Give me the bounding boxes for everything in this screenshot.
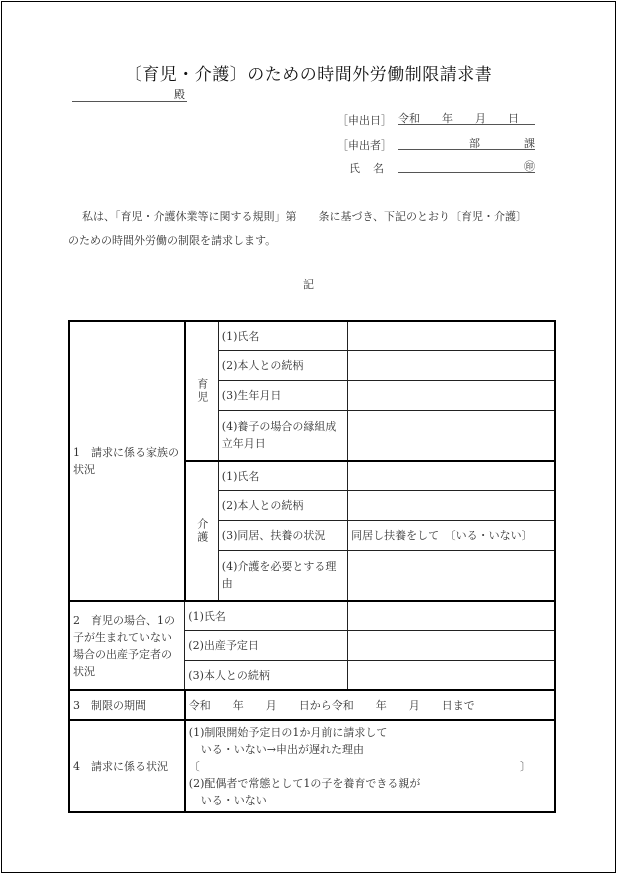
section2-name-input[interactable] [348,601,555,630]
childcare-label: 育児 [185,321,219,461]
section2-item-name: (1)氏名 [185,601,348,630]
childcare-name-input[interactable] [348,321,555,350]
nursing-relation-input[interactable] [348,490,555,520]
nursing-item-name: (1)氏名 [218,461,347,490]
childcare-item-relation: (2)本人との続柄 [218,350,347,380]
section4-reason-bracket[interactable] [189,758,551,775]
section3-period-value[interactable]: 令和 年 月 日から令和 年 月 日まで [185,690,555,720]
section2-item-due-date: (2)出産予定日 [185,630,348,660]
section4-line4: いる・いない [200,793,267,807]
childcare-item-birthdate: (3)生年月日 [218,380,347,410]
section4-line3: (2)配偶者で常態として1の子を養育できる親が [188,776,421,790]
childcare-adoption-input[interactable] [348,410,555,461]
seal-mark: ㊞ [524,160,535,173]
section1-label: 1 請求に係る家族の状況 [69,321,185,601]
childcare-relation-input[interactable] [348,350,555,380]
childcare-birthdate-input[interactable] [348,380,555,410]
date-label: ［申出日］ [337,114,392,127]
ki-heading: 記 [303,278,314,291]
form-page [1,1,616,873]
section2-item-relation: (3)本人との続柄 [185,660,348,690]
document-title: 〔育児・介護〕のための時間外労働制限請求書 [124,65,493,85]
section3-label: 3 制限の期間 [69,690,185,720]
nursing-item-relation: (2)本人との続柄 [218,490,347,520]
addressee-suffix: 殿 [174,88,185,101]
applicant-label: ［申出者］ [337,139,392,152]
nursing-cohabitation-value[interactable]: 同居し扶養をして 〔いる・いない〕 [348,520,555,550]
section2-label: 2 育児の場合、1の子が生まれていない場合の出産予定者の状況 [69,601,185,690]
section4-line1: (1)制限開始予定日の1か月前に請求して [188,725,388,739]
section2-relation-input[interactable] [348,660,555,690]
nursing-reason-input[interactable] [348,550,555,601]
date-field[interactable]: 令和 年 月 日 [398,110,535,125]
bracket-close: 〕 [520,759,531,773]
section4-label: 4 請求に係る状況 [69,720,185,812]
nursing-item-reason: (4)介護を必要とする理由 [218,550,347,601]
request-statement: 私は、「育児・介護休業等に関する規則」第 条に基づき、下記のとおり〔育児・介護〕のための時間外労働の制限を請求します。 [68,210,528,247]
addressee-field[interactable] [72,88,187,102]
department-field[interactable]: 部 課 [398,135,535,150]
nursing-label: 介護 [185,461,219,601]
bracket-open: 〔 [188,759,200,773]
childcare-item-adoption: (4)養子の場合の縁組成立年月日 [218,410,347,461]
section2-due-date-input[interactable] [348,630,555,660]
request-form-table [68,320,556,813]
name-field[interactable] [398,158,535,173]
name-label: 氏 名 [349,162,385,175]
nursing-item-cohabitation: (3)同居、扶養の状況 [218,520,347,550]
childcare-item-name: (1)氏名 [218,321,347,350]
section4-line2: いる・いない→申出が遅れた理由 [200,742,365,756]
section4-content[interactable] [185,720,555,812]
nursing-name-input[interactable] [348,461,555,490]
